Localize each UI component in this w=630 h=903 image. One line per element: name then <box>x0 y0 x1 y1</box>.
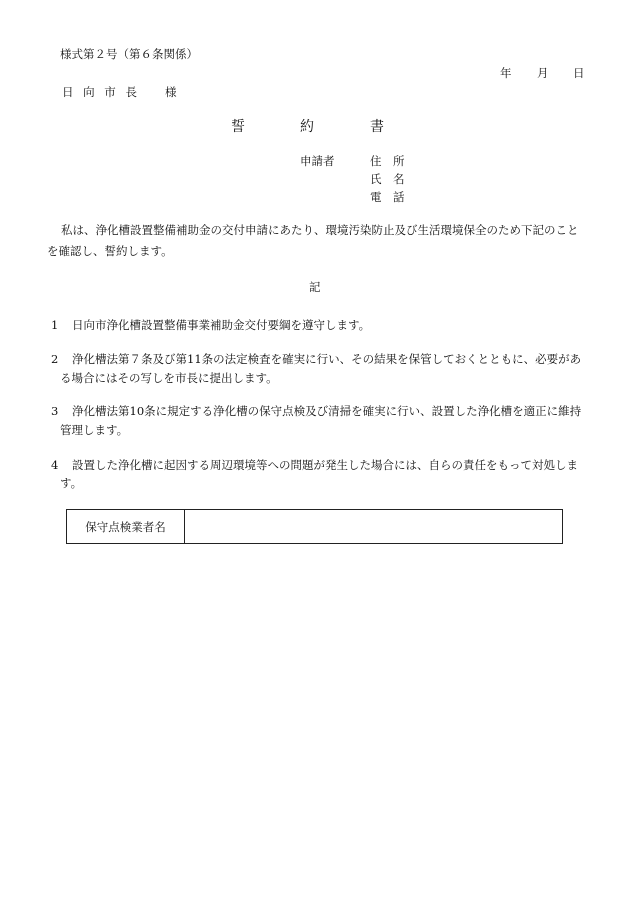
applicant-label: 申請者 <box>300 154 335 168</box>
address-label: 住 所 <box>370 154 405 168</box>
name-label: 氏 名 <box>370 172 405 186</box>
item-text: 設置した浄化槽に起因する周辺環境等への問題が発生した場合には、自らの責任をもって対処しま <box>72 458 578 472</box>
form-number: 様式第２号（第６条関係） <box>60 47 198 61</box>
item-text-continued: る場合にはその写しを市長に提出します。 <box>60 371 278 385</box>
title-char-1: 誓 <box>231 119 245 135</box>
contractor-name-field[interactable] <box>185 510 562 543</box>
intro-line-2: を確認し、誓約します。 <box>47 244 173 258</box>
item-number: 4 <box>51 458 59 472</box>
contractor-label: 保守点検業者名 <box>85 519 166 534</box>
item-text: 日向市浄化槽設置整備事業補助金交付要綱を遵守します。 <box>72 318 371 332</box>
title-char-2: 約 <box>300 119 314 135</box>
addressee-honorific: 様 <box>165 85 177 99</box>
intro-line-1: 私は、浄化槽設置整備補助金の交付申請にあたり、環境汚染防止及び生活環境保全のため下記のこと <box>61 223 579 237</box>
item-number: 1 <box>51 318 59 332</box>
contractor-table <box>66 509 563 544</box>
item-text-continued: す。 <box>60 476 83 490</box>
item-number: 3 <box>51 404 59 418</box>
item-text-continued: 管理します。 <box>60 423 129 437</box>
date-year-label: 年 <box>500 66 512 80</box>
date-month-label: 月 <box>537 66 549 80</box>
ki-heading: 記 <box>309 280 321 294</box>
phone-label: 電 話 <box>370 190 405 204</box>
title-char-3: 書 <box>370 119 384 135</box>
item-text: 浄化槽法第７条及び第11条の法定検査を確実に行い、その結果を保管しておくとともに、必要があ <box>72 352 582 366</box>
contractor-label-cell <box>67 510 185 543</box>
addressee-city: 日 向 市 長 <box>62 85 137 99</box>
item-text: 浄化槽法第10条に規定する浄化槽の保守点検及び清掃を確実に行い、設置した浄化槽を適正に維持 <box>72 404 582 418</box>
date-day-label: 日 <box>573 66 585 80</box>
item-number: 2 <box>51 352 59 366</box>
